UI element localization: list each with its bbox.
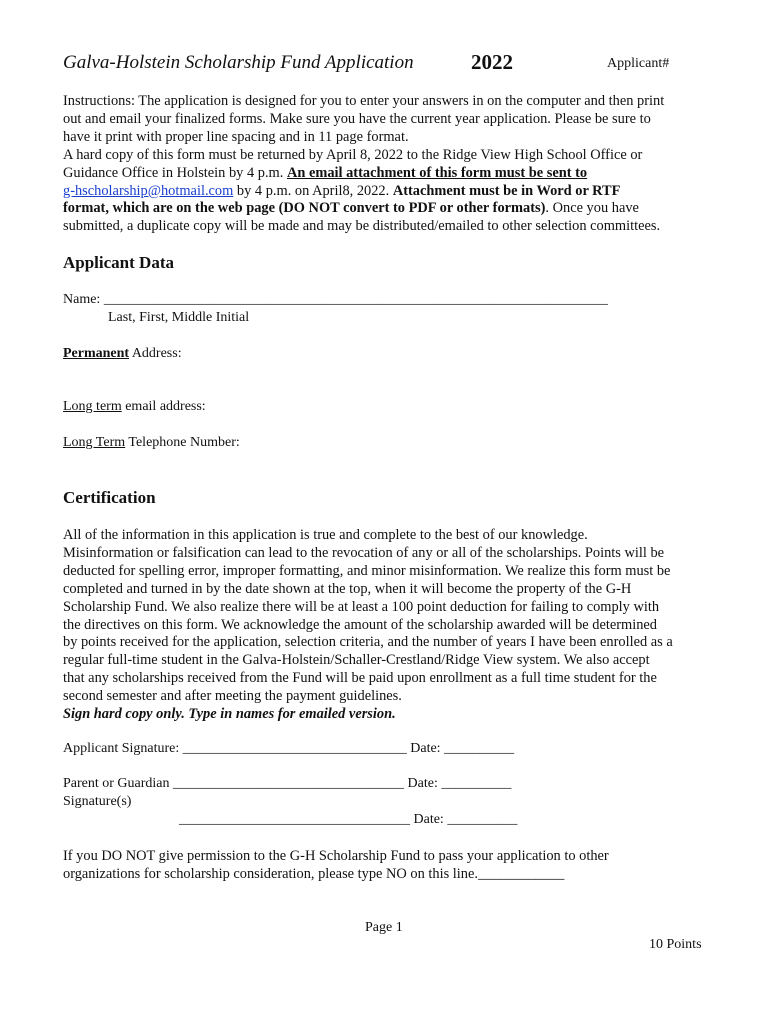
certification-heading: Certification — [63, 488, 156, 507]
attachment-format-note-cont: format, which are on the web page (DO NOT convert to PDF or other formats) — [63, 200, 546, 217]
certification-line: that any scholarships received from the Fund will be paid upon enrollment as a full time student for the — [63, 670, 657, 687]
instructions-line: A hard copy of this form must be returned by April 8, 2022 to the Ridge View High School Office or — [63, 146, 643, 163]
telephone-label: Telephone Number: — [125, 435, 240, 450]
certification-line: second semester and after meeting the payment guidelines. — [63, 688, 402, 705]
parent-signature-field[interactable]: Parent or Guardian _________________________________ Date: __________ — [63, 776, 512, 791]
sign-note: Sign hard copy only. Type in names for emailed version. — [63, 706, 396, 723]
telephone-field[interactable] — [63, 435, 240, 451]
signatures-label: Signature(s) — [63, 794, 132, 809]
instructions-line — [63, 200, 664, 218]
email-requirement-note: An email attachment of this form must be sent to — [286, 164, 588, 181]
form-year: 2022 — [471, 50, 513, 74]
certification-line: All of the information in this application is true and complete to the best of our knowledge. — [63, 527, 588, 543]
points-label: 10 Points — [649, 937, 702, 952]
certification-line: Scholarship Fund. We also realize there will be at least a 100 point deduction for failing to comply with — [63, 598, 660, 615]
page-number: Page 1 — [365, 920, 403, 935]
long-term-label: Long term — [63, 399, 122, 414]
certification-block — [63, 527, 673, 724]
permission-line: If you DO NOT give permission to the G-H Scholarship Fund to pass your application to other — [63, 848, 609, 864]
certification-line: completed and turned in by the date shown at the top, when it will become the property of the G-H — [63, 580, 632, 597]
name-field[interactable]: Name: ________________________________________________________________________ — [63, 292, 608, 307]
applicant-signature-field[interactable]: Applicant Signature: ________________________________ Date: __________ — [63, 741, 515, 756]
permanent-label: Permanent — [63, 346, 130, 361]
applicant-number-label: Applicant# — [607, 56, 670, 71]
name-hint: Last, First, Middle Initial — [108, 310, 250, 325]
permanent-address-field[interactable] — [63, 346, 182, 362]
instructions-text: Guidance Office in Holstein by 4 p.m. — [63, 164, 287, 181]
certification-line: regular full-time student in the Galva-Holstein/Schaller-Crestland/Ridge View system. We also accept — [63, 652, 650, 669]
certification-line: by points received for the application, selection criteria, and the number of years I have been enrolled as a — [63, 634, 673, 651]
instructions-block — [63, 93, 664, 236]
certification-line: Misinformation or falsification can lead to the revocation of any or all of the scholarships. Points will be — [63, 544, 665, 561]
email-link[interactable]: g-hscholarship@hotmail.com — [63, 182, 234, 199]
applicant-data-heading: Applicant Data — [63, 253, 174, 272]
permission-line[interactable]: organizations for scholarship consideration, please type NO on this line.____________ — [63, 865, 565, 882]
permission-block — [63, 848, 609, 884]
address-label: Address: — [129, 346, 182, 361]
instructions-text: . Once you have — [545, 200, 639, 217]
instructions-line: submitted, a duplicate copy will be made and may be distributed/emailed to other selection committees. — [63, 218, 661, 235]
instructions-text: by 4 p.m. on April8, 2022. — [233, 182, 393, 199]
instructions-line: out and email your finalized forms. Make sure you have the current year application. Please be sure to — [63, 110, 651, 127]
attachment-format-note: Attachment must be in Word or RTF — [392, 182, 621, 199]
email-label: email address: — [121, 399, 206, 414]
long-term-label: Long Term — [63, 435, 126, 450]
instructions-line — [63, 165, 664, 183]
instructions-line: Instructions: The application is designed for you to enter your answers in on the computer and then print — [63, 93, 665, 109]
form-title: Galva-Holstein Scholarship Fund Application — [63, 52, 414, 73]
email-address-field[interactable] — [63, 399, 206, 415]
certification-line: deducted for spelling error, improper formatting, and minor misinformation. We realize this form must be — [63, 562, 671, 579]
certification-line: the directives on this form. We acknowledge the amount of the scholarship awarded will be determined — [63, 616, 658, 633]
second-signature-field[interactable]: _________________________________ Date: __________ — [179, 812, 518, 827]
instructions-line: have it print with proper line spacing and in 11 page format. — [63, 128, 409, 145]
instructions-line — [63, 183, 664, 201]
